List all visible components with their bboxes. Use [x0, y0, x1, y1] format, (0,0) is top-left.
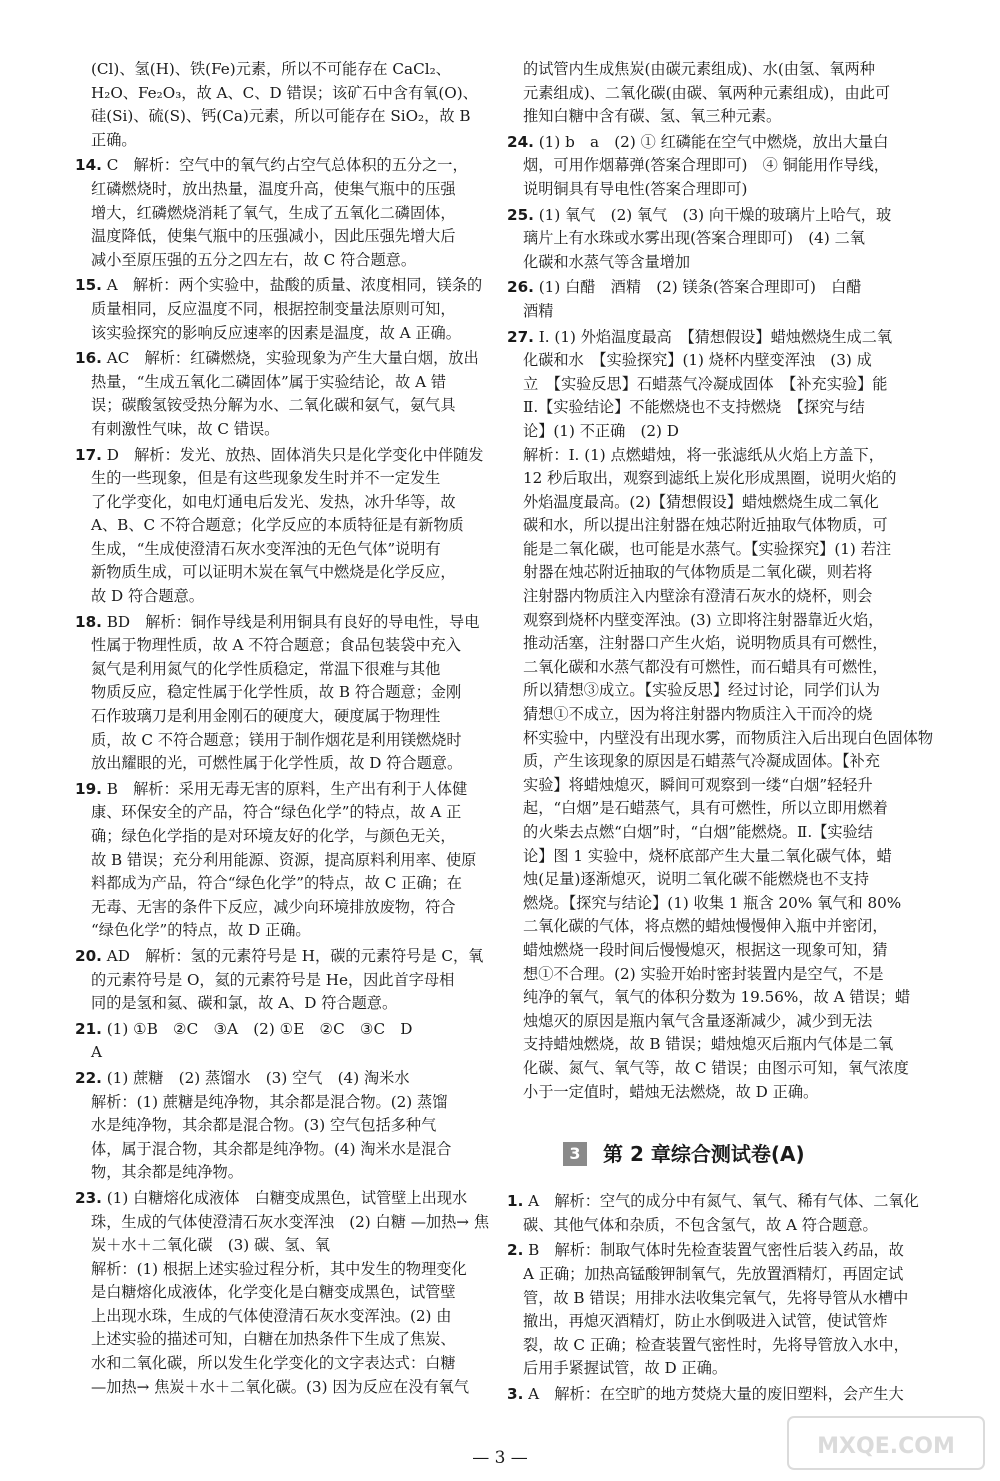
answer-continuation-line: 碳、其他气体和杂质，不包含氢气，故 A 符合题意。 — [523, 1215, 878, 1234]
right-column-section-answers — [507, 1190, 975, 1406]
answer-continuation-line: 观察到烧杯内壁变浑浊。(3) 立即将注射器靠近火焰， — [523, 610, 884, 629]
answer-continuation-line: 的火柴去点燃“白烟”时，“白烟”能燃烧。Ⅱ.【实验结 — [523, 823, 873, 841]
answer-item — [507, 1239, 975, 1381]
answer-item — [75, 154, 543, 272]
answer-continuation-line: 论】(1) 不正确 (2) D — [523, 421, 679, 440]
section-number-badge: 3 — [563, 1142, 587, 1166]
answer-continuation-line: 无毒、无害的条件下反应，减少向环境排放废物，符合 — [91, 897, 456, 916]
answer-item — [75, 58, 543, 152]
answer-text: A 解析：空气的成分中有氮气、氧气、稀有气体、二氧化 — [528, 1192, 919, 1211]
answer-first-line — [75, 58, 543, 82]
answer-continuation-line: 12 秒后取出，观察到滤纸上炭化形成黑圈，说明火焰的 — [523, 469, 897, 488]
answer-continuation-line: 酒精 — [523, 301, 554, 320]
answer-continuation-line: 水是纯净物，其余都是混合物。(3) 空气包括多种气 — [91, 1116, 437, 1135]
answer-continuation-line: 康、环保安全的产品，符合“绿色化学”的特点，故 A 正 — [91, 803, 462, 822]
answer-continuation-line: 化碳和水蒸气等含量增加 — [523, 252, 691, 271]
answer-continuation-line: 解析：(1) 蔗糖是纯净物，其余都是混合物。(2) 蒸馏 — [91, 1092, 448, 1111]
answer-continuation-line: 烛(足量)逐渐熄灭，说明二氧化碳不能燃烧也不支持 — [523, 870, 869, 889]
answer-text: AC 解析：红磷燃烧，实验现象为产生大量白烟，放出 — [106, 349, 479, 368]
answer-text: AD 解析：氢的元素符号是 H，碳的元素符号是 C，氧 — [106, 946, 484, 965]
answer-continuation-line: 物质反应，稳定性属于化学性质，故 B 符合题意；金刚 — [91, 683, 462, 702]
answer-continuation-line: 热量，“生成五氧化二磷固体”属于实验结论，故 A 错 — [91, 372, 447, 391]
answer-continuation-line: 物，其余都是纯净物。 — [91, 1163, 243, 1182]
answer-continuation-line: 质，故 C 不符合题意；镁用于制作烟花是利用镁燃烧时 — [91, 730, 462, 749]
answer-first-line — [75, 945, 543, 969]
section-heading — [563, 1140, 975, 1170]
answer-continuation-line: 故 B 错误；充分利用能源、资源，提高原料利用率、使原 — [91, 850, 477, 869]
answer-continuation-line: 氮气是利用氮气的化学性质稳定，常温下很难与其他 — [91, 659, 441, 678]
answer-continuation-line: 质，产生该现象的原因是石蜡蒸气冷凝成固体。【补充 — [523, 752, 880, 771]
answer-item — [75, 444, 543, 609]
answer-continuation-line: 裂，故 C 正确；检查装置气密性时，先将导管放入水中， — [523, 1335, 909, 1354]
answer-continuation-line: 二氧化碳的气体，将点燃的蜡烛慢慢伸入瓶中并密闭， — [523, 917, 888, 936]
answer-continuation-line: 该实验探究的影响反应速率的因素是温度，故 A 正确。 — [91, 323, 461, 342]
question-number: 21. — [75, 1019, 102, 1038]
answer-continuation-line: 同的是氢和氦、碳和氯，故 A、D 符合题意。 — [91, 994, 398, 1013]
question-number: 16. — [75, 349, 102, 368]
answer-first-line — [507, 58, 975, 82]
answer-continuation-line: 二氧化碳和水蒸气都没有可燃性，而石蜡具有可燃性， — [523, 657, 888, 676]
answer-continuation-line: 猜想①不成立，因为将注射器内物质注入干而冷的烧 — [523, 705, 873, 724]
answer-text: BD 解析：铜作导线是利用铜具有良好的导电性，导电 — [106, 612, 480, 631]
question-number: 18. — [75, 612, 102, 631]
answer-continuation-line: “绿色化学”的特点，故 D 正确。 — [91, 921, 311, 940]
answer-continuation-line: 上述实验的描述可知，白糖在加热条件下生成了焦炭、 — [91, 1330, 456, 1349]
question-number: 25. — [507, 205, 534, 224]
answer-first-line — [75, 444, 543, 468]
answer-continuation-line: 蜡烛燃烧一段时间后慢慢熄灭，根据这一现象可知，猜 — [523, 940, 888, 959]
answer-item — [507, 1190, 975, 1237]
left-column — [75, 58, 543, 1401]
answer-item — [75, 1067, 543, 1185]
answer-first-line — [507, 1383, 975, 1407]
answer-continuation-line: 料都成为产品，符合“绿色化学”的特点，故 C 正确；在 — [91, 874, 462, 893]
answer-continuation-line: 小于一定值时，蜡烛无法燃烧，故 D 正确。 — [523, 1082, 819, 1101]
question-number: 26. — [507, 278, 534, 297]
answer-continuation-line: 所以猜想③成立。【实验反思】经过讨论，同学们认为 — [523, 681, 880, 700]
answer-continuation-line: 红磷燃烧时，放出热量，温度升高，使集气瓶中的压强 — [91, 179, 456, 198]
answer-continuation-line: A — [91, 1043, 102, 1062]
answer-continuation-line: 推知白糖中含有碳、氢、氧三种元素。 — [523, 107, 782, 126]
question-number: 15. — [75, 276, 102, 295]
watermark-logo — [786, 1413, 986, 1473]
answer-continuation-line: 燃烧。【探究与结论】(1) 收集 1 瓶含 20% 氧气和 80% — [523, 893, 902, 912]
watermark-text: MXQE.COM — [817, 1434, 955, 1459]
answer-continuation-line: 硅(Si)、硫(S)、钙(Ca)元素，所以可能存在 SiO₂，故 B — [91, 107, 471, 126]
answer-text: A 解析：在空旷的地方焚烧大量的废旧塑料，会产生大 — [528, 1384, 904, 1403]
answer-item — [75, 274, 543, 345]
answer-first-line — [75, 274, 543, 298]
answer-continuation-line: 性属于物理性质，故 A 不符合题意；食品包装袋中充入 — [91, 636, 461, 655]
answer-item — [507, 131, 975, 202]
answer-continuation-line: 碳和水，所以提出注射器在烛芯附近抽取气体物质，可 — [523, 516, 888, 535]
answer-continuation-line: 支持蜡烛燃烧，故 B 错误；蜡烛熄灭后瓶内气体是二氧 — [523, 1035, 894, 1054]
answer-continuation-line: 论】图 1 实验中，烧杯底部产生大量二氧化碳气体，蜡 — [523, 846, 892, 865]
answer-first-line — [507, 131, 975, 155]
answer-continuation-line: 石作玻璃刀是利用金刚石的硬度大，硬度属于物理性 — [91, 707, 441, 726]
answer-text: B 解析：采用无毒无害的原料，生产出有利于人体健 — [106, 779, 468, 798]
answer-continuation-line: 立 【实验反思】石蜡蒸气冷凝成固体 【补充实验】能 — [523, 374, 888, 393]
answer-text: Ⅰ. (1) 外焰温度最高 【猜想假设】蜡烛燃烧生成二氧 — [538, 327, 893, 346]
answer-continuation-line: 了化学变化，如电灯通电后发光、发热，冰升华等，故 — [91, 492, 456, 511]
answer-item — [75, 1187, 543, 1399]
answer-continuation-line: Ⅱ.【实验结论】不能燃烧也不支持燃烧 【探究与结 — [523, 398, 865, 417]
answer-first-line — [507, 276, 975, 300]
answer-continuation-line: 射器在烛芯附近抽取的气体物质是二氧化碳，则若将 — [523, 563, 873, 582]
answer-item — [75, 945, 543, 1016]
answer-continuation-line: H₂O、Fe₂O₃，故 A、C、D 错误；该矿石中含有氧(O)、 — [91, 83, 478, 102]
answer-continuation-line: 杯实验中，内壁没有出现水雾，而物质注入后出现白色固体物 — [523, 728, 934, 747]
answer-first-line — [507, 1239, 975, 1263]
answer-continuation-line: 水和二氧化碳，所以发生化学变化的文字表达式：白糖 — [91, 1354, 456, 1373]
right-column — [507, 58, 975, 1408]
answer-continuation-line: 后用手紧握试管，故 D 正确。 — [523, 1359, 728, 1378]
answer-text: D 解析：发光、放热、固体消失只是化学变化中伴随发 — [106, 445, 484, 464]
question-number: 17. — [75, 445, 102, 464]
answer-first-line — [75, 347, 543, 371]
answer-continuation-line: —加热→ 焦炭＋水＋二氧化碳。(3) 因为反应在没有氧气 — [91, 1377, 470, 1396]
answer-first-line — [75, 1187, 543, 1211]
question-number: 2. — [507, 1241, 524, 1260]
question-number: 14. — [75, 156, 102, 175]
answer-continuation-line: 增大，红磷燃烧消耗了氧气，生成了五氧化二磷固体， — [91, 203, 456, 222]
answer-continuation-line: 新物质生成，可以证明木炭在氧气中燃烧是化学反应， — [91, 563, 456, 582]
answer-text: (1) 蔗糖 (2) 蒸馏水 (3) 空气 (4) 淘米水 — [106, 1068, 410, 1087]
page-number: — 3 — — [472, 1448, 528, 1468]
answer-item — [507, 326, 975, 1105]
answer-continuation-line: 化碳、氮气、氧气等，故 C 错误；由图示可知，氧气浓度 — [523, 1058, 909, 1077]
answer-text: C 解析：空气中的氧气约占空气总体积的五分之一， — [106, 156, 468, 175]
answer-text: (1) ①B ②C ③A (2) ①E ②C ③C D — [106, 1019, 413, 1038]
answer-continuation-line: 珠，生成的气体使澄清石灰水变浑浊 (2) 白糖 —加热→ 焦 — [91, 1212, 490, 1231]
answer-continuation-line: 炭＋水＋二氧化碳 (3) 碳、氢、氧 — [91, 1236, 330, 1255]
answer-continuation-line: 元素组成)、二氧化碳(由碳、氧两种元素组成)，由此可 — [523, 83, 891, 102]
answer-first-line — [75, 154, 543, 178]
answer-continuation-line: A、B、C 不符合题意；化学反应的本质特征是有新物质 — [91, 516, 464, 535]
answer-continuation-line: 化碳和水 【实验探究】(1) 烧杯内壁变浑浊 (3) 成 — [523, 351, 872, 370]
answer-item — [75, 611, 543, 776]
answer-item — [507, 58, 975, 129]
answer-item — [75, 1018, 543, 1065]
answer-item — [75, 347, 543, 441]
answer-text: (1) 白醋 酒精 (2) 镁条(答案合理即可) 白醋 — [538, 278, 862, 297]
answer-continuation-line: 正确。 — [91, 130, 137, 149]
answer-first-line — [75, 778, 543, 802]
answer-first-line — [507, 1190, 975, 1214]
answer-continuation-line: 的元素符号是 O，氦的元素符号是 He，因此首字母相 — [91, 970, 455, 989]
answer-first-line — [75, 1067, 543, 1091]
answer-first-line — [507, 326, 975, 350]
answer-continuation-line: 解析：Ⅰ. (1) 点燃蜡烛，将一张滤纸从火焰上方盖下， — [523, 445, 884, 464]
question-number: 23. — [75, 1188, 102, 1207]
answer-item — [75, 778, 543, 943]
question-number: 1. — [507, 1192, 524, 1211]
answer-continuation-line: 生成，“生成使澄清石灰水变浑浊的无色气体”说明有 — [91, 539, 441, 558]
answer-continuation-line: 是白糖熔化成液体，化学变化是白糖变成黑色，试管壁 — [91, 1283, 456, 1302]
question-number: 19. — [75, 779, 102, 798]
answer-text: (1) 氧气 (2) 氧气 (3) 向干燥的玻璃片上哈气，玻 — [538, 205, 892, 224]
answer-text: (1) b a (2) ① 红磷能在空气中燃烧，放出大量白 — [538, 132, 889, 151]
answer-text: (1) 白糖熔化成液体 白糖变成黑色，试管壁上出现水 — [106, 1188, 468, 1207]
answer-first-line — [75, 611, 543, 635]
answer-first-line — [75, 1018, 543, 1042]
question-number: 22. — [75, 1068, 102, 1087]
answer-continuation-line: 故 D 符合题意。 — [91, 587, 204, 606]
answer-continuation-line: 质量相同，反应温度不同，根据控制变量法原则可知， — [91, 299, 456, 318]
answer-continuation-line: 管，故 B 错误；用排水法收集完氧气，先将导管从水槽中 — [523, 1288, 909, 1307]
answer-continuation-line: 璃片上有水珠或水雾出现(答案合理即可) (4) 二氧 — [523, 229, 865, 248]
answer-continuation-line: A 正确；加热高锰酸钾制氧气，先放置酒精灯，再固定试 — [523, 1264, 904, 1283]
question-number: 24. — [507, 132, 534, 151]
section-title: 第 2 章综合测试卷(A) — [603, 1142, 805, 1167]
answer-first-line — [507, 204, 975, 228]
answer-continuation-line: 体，属于混合物，其余都是纯净物。(4) 淘米水是混合 — [91, 1139, 452, 1158]
answer-item — [507, 1383, 975, 1407]
answer-continuation-line: 实验】将蜡烛熄灭，瞬间可观察到一缕“白烟”轻轻升 — [523, 775, 873, 794]
answer-continuation-line: 解析：(1) 根据上述实验过程分析，其中发生的物理变化 — [91, 1259, 467, 1278]
answer-continuation-line: 温度降低，使集气瓶中的压强减小，因此压强先增大后 — [91, 227, 456, 246]
answer-continuation-line: 推动活塞，注射器口产生火焰，说明物质具有可燃性， — [523, 634, 888, 653]
answer-continuation-line: 减小至原压强的五分之四左右，故 C 符合题意。 — [91, 250, 417, 269]
answer-continuation-line: 想①不合理。(2) 实验开始时密封装置内是空气，不是 — [523, 964, 884, 983]
answer-continuation-line: 能是二氧化碳，也可能是水蒸气。【实验探究】(1) 若注 — [523, 539, 892, 558]
answer-continuation-line: 确；绿色化学指的是对环境友好的化学，与颜色无关， — [91, 827, 456, 845]
answer-continuation-line: 上出现水珠，生成的气体使澄清石灰水变浑浊。(2) 由 — [91, 1306, 452, 1325]
answer-continuation-line: 烟，可用作烟幕弹(答案合理即可) ④ 铜能用作导线， — [523, 156, 889, 175]
answer-continuation-line: 撤出，再熄灭酒精灯，防止水倒吸进入试管，使试管炸 — [523, 1312, 888, 1331]
answer-continuation-line: 烛熄灭的原因是瓶内氧气含量逐渐减少，减少到无法 — [523, 1011, 873, 1030]
question-number: 27. — [507, 327, 534, 346]
answer-item — [507, 276, 975, 323]
answer-continuation-line: 说明铜具有导电性(答案合理即可) — [523, 179, 748, 198]
answer-continuation-line: 生的一些现象，但是有这些现象发生时并不一定发生 — [91, 469, 441, 488]
answer-text: (Cl)、氢(H)、铁(Fe)元素，所以不可能存在 CaCl₂、 — [91, 60, 451, 78]
answer-text: A 解析：两个实验中，盐酸的质量、浓度相同，镁条的 — [106, 276, 483, 295]
answer-continuation-line: 放出耀眼的光，可燃性属于化学性质，故 D 符合题意。 — [91, 754, 463, 773]
answer-item — [507, 204, 975, 275]
answer-continuation-line: 注射器内物质注入内壁涂有澄清石灰水的烧杯，则会 — [523, 587, 873, 606]
answer-text: B 解析：制取气体时先检查装置气密性后装入药品，故 — [528, 1241, 904, 1260]
answer-continuation-line: 误；碳酸氢铵受热分解为水、二氧化碳和氨气，氨气具 — [91, 396, 456, 415]
answer-continuation-line: 外焰温度最高。(2)【猜想假设】蜡烛燃烧生成二氧化 — [523, 492, 879, 511]
question-number: 20. — [75, 946, 102, 965]
answer-continuation-line: 纯净的氧气，氧气的体积分数为 19.56%，故 A 错误；蜡 — [523, 988, 911, 1007]
answer-continuation-line: 起，“白烟”是石蜡蒸气，具有可燃性，所以立即用燃着 — [523, 799, 888, 818]
right-column-answers — [507, 58, 975, 1104]
answer-continuation-line: 有刺激性气味，故 C 错误。 — [91, 419, 280, 438]
answer-text: 的试管内生成焦炭(由碳元素组成)、水(由氢、氧两种 — [523, 60, 875, 78]
question-number: 3. — [507, 1384, 524, 1403]
